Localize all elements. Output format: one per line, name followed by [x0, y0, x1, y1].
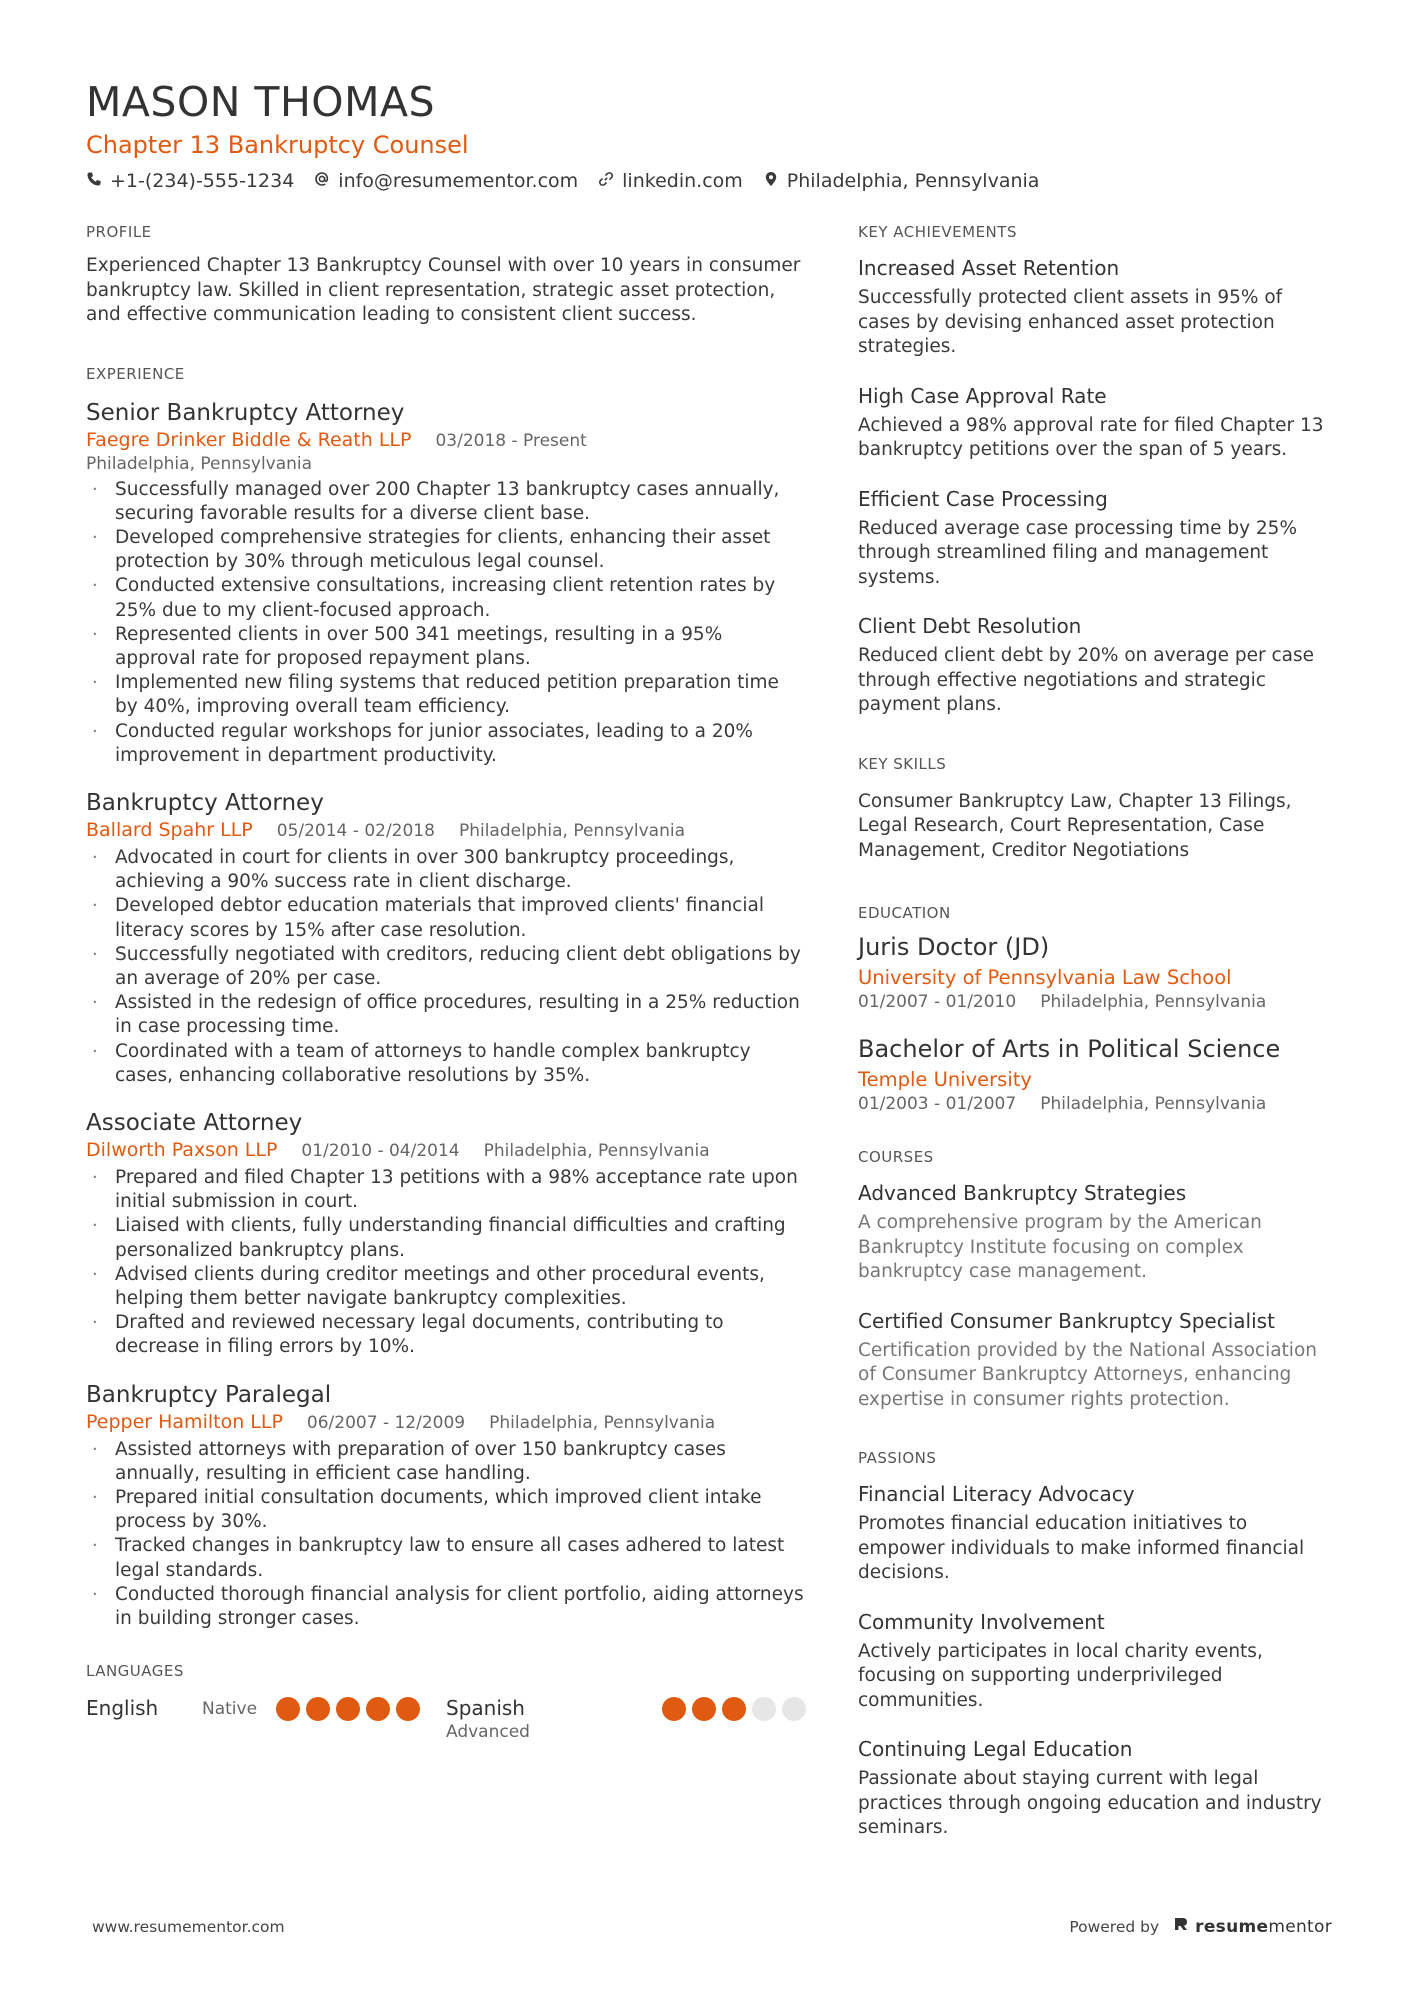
achievement-title: Client Debt Resolution — [858, 614, 1082, 638]
passion-text: Promotes financial education initiatives to empower individuals to make informed financial decisions. — [858, 1513, 1305, 1583]
contact-phone[interactable] — [86, 168, 294, 194]
email-text: info@resumementor.com — [338, 170, 579, 192]
achievement-title: Increased Asset Retention — [858, 256, 1120, 280]
bullet-item: · Conducted thorough financial analysis for client portfolio, aiding attorneys in building stronger cases. — [86, 1583, 806, 1631]
section-title: LANGUAGES — [86, 1662, 184, 1681]
school-name: University of Pennsylvania Law School — [858, 966, 1232, 989]
language-list — [86, 1695, 806, 1743]
section-title: COURSES — [858, 1148, 934, 1166]
passion-item — [858, 1608, 1328, 1714]
profile-text: Experienced Chapter 13 Bankruptcy Counsel with over 10 years in consumer bankruptcy law. Skilled in client representation, strategic asset protection, and effective communication leading to consistent client success. — [86, 255, 801, 325]
job-title: Associate Attorney — [86, 1109, 303, 1136]
job-dates: 01/2010 - 04/2014 — [301, 1140, 460, 1161]
rating-dot — [306, 1697, 330, 1721]
bullet-item: · Assisted in the redesign of office procedures, resulting in a 25% reduction in case processing time. — [86, 991, 806, 1039]
powered-by-text: Powered by — [1069, 1917, 1160, 1936]
bullet-item: · Successfully negotiated with creditors, reducing client debt obligations by an average of 20% per case. — [86, 943, 806, 991]
bullet-item: · Implemented new filing systems that reduced petition preparation time by 40%, improving overall team efficiency. — [86, 671, 806, 719]
rating-dot — [336, 1697, 360, 1721]
language-level: Native — [202, 1699, 258, 1720]
link-icon — [598, 168, 614, 194]
bullet-item: · Prepared initial consultation documents, which improved client intake process by 30%. — [86, 1486, 806, 1534]
education-location: Philadelphia, Pennsylvania — [1040, 1094, 1267, 1114]
course-item — [858, 1307, 1328, 1413]
section-title: EXPERIENCE — [86, 364, 185, 383]
bullet-item: · Conducted extensive consultations, increasing client retention rates by 25% due to my client-focused approach. — [86, 574, 806, 622]
footer-website-link[interactable]: www.resumementor.com — [92, 1917, 285, 1936]
phone-text: +1-(234)-555-1234 — [110, 170, 295, 192]
job-dates: 06/2007 - 12/2009 — [306, 1412, 466, 1433]
brand-name-bold: resume — [1195, 1916, 1269, 1937]
rating-dot — [276, 1697, 300, 1721]
job-location: Philadelphia, Pennsylvania — [458, 820, 686, 841]
education-meta — [858, 1093, 1328, 1115]
company-name: Pepper Hamilton LLP — [86, 1410, 283, 1433]
language-item — [446, 1695, 806, 1743]
passion-title: Continuing Legal Education — [858, 1737, 1133, 1761]
job-location: Philadelphia, Pennsylvania — [489, 1412, 716, 1433]
bullet-item: · Developed comprehensive strategies for clients, enhancing their asset protection by 30% through meticulous legal counsel. — [86, 526, 806, 574]
contact-bar — [86, 168, 1326, 194]
bullet-item: · Liaised with clients, fully understanding financial difficulties and crafting personalized bankruptcy plans. — [86, 1214, 806, 1262]
courses-section — [858, 1147, 1328, 1412]
education-location: Philadelphia, Pennsylvania — [1040, 992, 1267, 1012]
education-section — [858, 903, 1328, 1115]
page-footer — [92, 1916, 1332, 1937]
rating-dot — [366, 1697, 390, 1721]
passion-text: Actively participates in local charity events, focusing on supporting underprivileged communities. — [858, 1640, 1263, 1711]
achievement-item — [858, 612, 1328, 718]
languages-section — [86, 1661, 806, 1743]
degree-title: Juris Doctor (JD) — [858, 933, 1050, 961]
right-column — [858, 222, 1328, 1877]
bullet-item: · Prepared and filed Chapter 13 petitions with a 98% acceptance rate upon initial submission in court. — [86, 1166, 806, 1214]
location-text: Philadelphia, Pennsylvania — [786, 170, 1040, 192]
skills-section — [858, 754, 1328, 864]
section-title: PASSIONS — [858, 1449, 937, 1467]
bullet-item: · Conducted regular workshops for junior associates, leading to a 20% improvement in department productivity. — [86, 720, 806, 768]
job-dates: 05/2014 - 02/2018 — [276, 820, 435, 841]
bullet-item: · Represented clients in over 500 341 meetings, resulting in a 95% approval rate for proposed repayment plans. — [86, 623, 806, 671]
contact-linkedin[interactable] — [598, 168, 743, 194]
bullet-item: · Coordinated with a team of attorneys to handle complex bankruptcy cases, enhancing collaborative resolutions by 35%. — [86, 1040, 806, 1088]
job-entry — [86, 1380, 806, 1632]
rating-dot — [662, 1697, 686, 1721]
course-title: Certified Consumer Bankruptcy Specialist — [858, 1308, 1275, 1333]
job-entry — [86, 788, 806, 1088]
job-title: Bankruptcy Attorney — [86, 789, 324, 816]
rating-dot — [396, 1697, 420, 1721]
bullet-item: · Assisted attorneys with preparation of over 150 bankruptcy cases annually, resulting in efficient case handling. — [86, 1438, 806, 1486]
language-name-wrap — [86, 1695, 202, 1721]
company-name: Ballard Spahr LLP — [86, 818, 253, 841]
rating-dot — [722, 1697, 746, 1721]
job-bullets — [86, 1166, 806, 1360]
bullet-item: · Tracked changes in bankruptcy law to ensure all cases adhered to latest legal standards. — [86, 1534, 806, 1582]
candidate-name: MASON THOMAS — [86, 78, 436, 126]
job-meta — [86, 818, 806, 843]
passions-section — [858, 1448, 1328, 1841]
achievement-text: Reduced average case processing time by 25% through streamlined filing and management systems. — [858, 517, 1298, 588]
at-icon — [314, 168, 330, 194]
passion-title: Financial Literacy Advocacy — [858, 1482, 1135, 1506]
brand-logo[interactable] — [1173, 1916, 1332, 1937]
map-pin-icon — [763, 168, 779, 194]
resume-header — [86, 78, 1326, 194]
job-location: Philadelphia, Pennsylvania — [86, 453, 313, 474]
achievement-text: Reduced client debt by 20% on average per case through effective negotiations and strategic payment plans. — [858, 645, 1314, 715]
candidate-role: Chapter 13 Bankruptcy Counsel — [86, 131, 469, 159]
section-title: KEY SKILLS — [858, 754, 947, 773]
achievement-item — [858, 254, 1328, 360]
language-item — [86, 1695, 446, 1721]
section-title: EDUCATION — [858, 904, 951, 922]
section-title: KEY ACHIEVEMENTS — [858, 223, 1017, 241]
job-entry — [86, 398, 806, 768]
achievement-text: Achieved a 98% approval rate for filed Chapter 13 bankruptcy petitions over the span of 5 years. — [858, 414, 1324, 460]
bullet-item: · Developed debtor education materials that improved clients' financial literacy scores by 15% after case resolution. — [86, 894, 806, 942]
school-name: Temple University — [858, 1068, 1032, 1091]
language-name: English — [86, 1696, 159, 1721]
resumementor-logo-icon — [1173, 1916, 1189, 1937]
course-text: A comprehensive program by the American Bankruptcy Institute focusing on complex bankruptcy case management. — [858, 1212, 1262, 1282]
rating-dot — [782, 1697, 806, 1721]
bullet-item: · Drafted and reviewed necessary legal documents, contributing to decrease in filing errors by 10%. — [86, 1311, 806, 1359]
contact-email[interactable] — [314, 168, 578, 194]
education-meta — [858, 991, 1328, 1013]
achievement-title: Efficient Case Processing — [858, 486, 1108, 511]
language-rating — [276, 1697, 420, 1721]
bullet-item: · Advised clients during creditor meetings and other procedural events, helping them better navigate bankruptcy complexities. — [86, 1263, 806, 1311]
brand-name-rest: mentor — [1268, 1916, 1332, 1937]
bullet-item: · Advocated in court for clients in over 300 bankruptcy proceedings, achieving a 90% success rate in client discharge. — [86, 846, 806, 894]
phone-icon — [86, 168, 102, 194]
job-bullets — [86, 1438, 806, 1632]
linkedin-text: linkedin.com — [622, 170, 743, 192]
education-dates: 01/2003 - 01/2007 — [858, 1094, 1017, 1114]
achievement-item — [858, 485, 1328, 591]
achievement-item — [858, 382, 1328, 463]
passion-title: Community Involvement — [858, 1609, 1105, 1634]
language-name: Spanish — [446, 1696, 525, 1721]
achievement-text: Successfully protected client assets in 95% of cases by devising enhanced asset protection strategies. — [858, 287, 1283, 357]
course-title: Advanced Bankruptcy Strategies — [858, 1181, 1187, 1205]
job-dates: 03/2018 - Present — [435, 430, 587, 451]
contact-location — [763, 168, 1040, 194]
job-meta — [86, 1410, 806, 1435]
passion-item — [858, 1735, 1328, 1841]
skills-text: Consumer Bankruptcy Law, Chapter 13 Filings, Legal Research, Court Representation, Case Management, Creditor Negotiations — [858, 790, 1292, 861]
job-bullets — [86, 478, 806, 768]
company-name: Dilworth Paxson LLP — [86, 1138, 278, 1161]
rating-dot — [752, 1697, 776, 1721]
rating-dot — [692, 1697, 716, 1721]
education-dates: 01/2007 - 01/2010 — [858, 992, 1017, 1012]
bullet-item: · Successfully managed over 200 Chapter 13 bankruptcy cases annually, securing favorable results for a diverse client base. — [86, 478, 806, 526]
passion-item — [858, 1480, 1328, 1586]
course-text: Certification provided by the National Association of Consumer Bankruptcy Attorneys, enhancing expertise in consumer rights protection. — [858, 1339, 1317, 1410]
profile-section — [86, 222, 806, 328]
language-level: Advanced — [446, 1722, 530, 1743]
language-name-wrap — [446, 1695, 530, 1743]
achievement-title: High Case Approval Rate — [858, 383, 1107, 408]
job-entry — [86, 1108, 806, 1360]
left-column — [86, 222, 806, 1779]
footer-brand — [1069, 1916, 1332, 1937]
degree-title: Bachelor of Arts in Political Science — [858, 1035, 1281, 1063]
education-item — [858, 1033, 1328, 1115]
job-bullets — [86, 846, 806, 1088]
achievements-section — [858, 222, 1328, 718]
section-title: PROFILE — [86, 223, 152, 241]
course-item — [858, 1179, 1328, 1285]
job-title: Senior Bankruptcy Attorney — [86, 399, 405, 426]
education-item — [858, 931, 1328, 1013]
job-meta — [86, 428, 806, 453]
job-location: Philadelphia, Pennsylvania — [483, 1140, 710, 1161]
job-title: Bankruptcy Paralegal — [86, 1381, 332, 1408]
job-meta — [86, 1138, 806, 1163]
passion-text: Passionate about staying current with legal practices through ongoing education and industry seminars. — [858, 1768, 1322, 1838]
language-rating — [662, 1697, 806, 1721]
experience-section — [86, 364, 806, 1632]
company-name: Faegre Drinker Biddle & Reath LLP — [86, 428, 412, 451]
